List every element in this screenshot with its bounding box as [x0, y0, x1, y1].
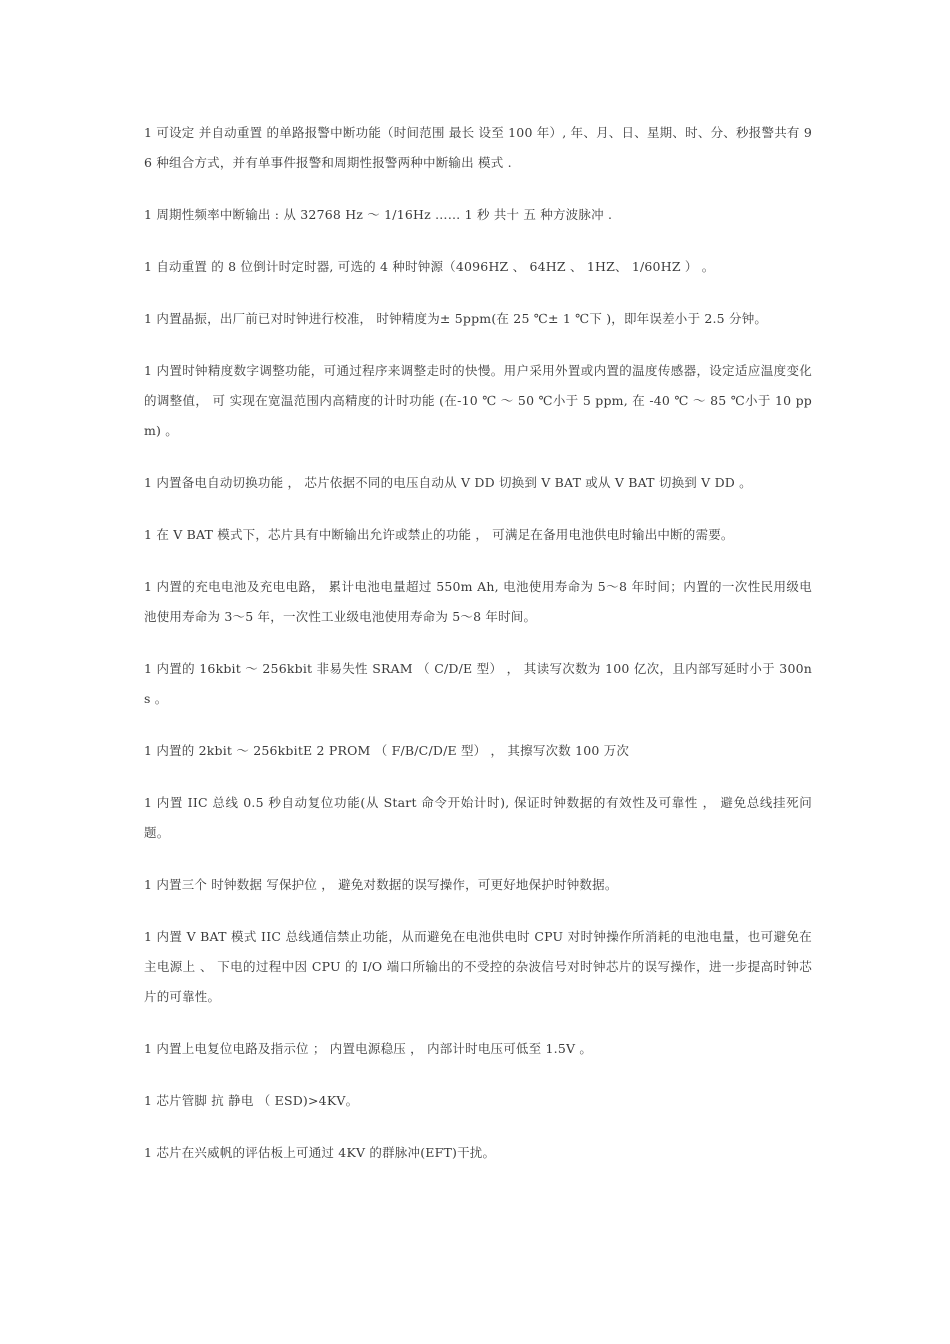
paragraph-battery-life: 1 内置的充电电池及充电电路， 累计电池电量超过 550m Ah, 电池使用寿命为 5～8 年时间；内置的一次性民用级电池使用寿命为 3～5 年，一次性工业级电池使用寿命为 5～8 年时间。 — [144, 579, 812, 624]
paragraph-write-protect: 1 内置三个 时钟数据 写保护位 ， 避免对数据的误写操作，可更好地保护时钟数据。 — [144, 877, 618, 892]
paragraph-digital-adjustment: 1 内置时钟精度数字调整功能，可通过程序来调整走时的快慢。用户采用外置或内置的温度传感器，设定适应温度变化的调整值， 可 实现在宽温范围内高精度的计时功能 (在-10 ℃ ～ 50 ℃小于 5 ppm, 在 -40 ℃ ～ 85 ℃小于 10 ppm) 。 — [144, 363, 812, 438]
paragraph-power-switching: 1 内置备电自动切换功能 ， 芯片依据不同的电压自动从 V DD 切换到 V BAT 或从 V BAT 切换到 V DD 。 — [144, 475, 752, 490]
paragraph-sram: 1 内置的 16kbit ～ 256kbit 非易失性 SRAM （ C/D/E 型） ， 其读写次数为 100 亿次，且内部写延时小于 300ns 。 — [144, 661, 812, 706]
paragraph-periodic-frequency: 1 周期性频率中断输出 : 从 32768 Hz ～ 1/16Hz …… 1 秒 共十 五 种方波脉冲 . — [144, 207, 613, 222]
paragraph-esd: 1 芯片管脚 抗 静电 （ ESD)>4KV。 — [144, 1093, 359, 1108]
paragraph-iic-reset: 1 内置 IIC 总线 0.5 秒自动复位功能(从 Start 命令开始计时), 保证时钟数据的有效性及可靠性 ， 避免总线挂死问题。 — [144, 795, 812, 840]
paragraph-eft: 1 芯片在兴威帆的评估板上可通过 4KV 的群脉冲(EFT)干扰。 — [144, 1145, 496, 1160]
paragraph-eeprom: 1 内置的 2kbit ～ 256kbitE 2 PROM （ F/B/C/D/E 型） ， 其擦写次数 100 万次 — [144, 743, 630, 758]
document-body — [144, 118, 812, 1190]
paragraph-vbat-interrupt: 1 在 V BAT 模式下，芯片具有中断输出允许或禁止的功能 ， 可满足在备用电池供电时输出中断的需要。 — [144, 527, 734, 542]
paragraph-alarm-interrupt: 1 可设定 并自动重置 的单路报警中断功能（时间范围 最长 设至 100 年）, 年、月、日、星期、时、分、秒报警共有 96 种组合方式，并有单事件报警和周期性报警两种中断输出 模式 . — [144, 125, 812, 170]
paragraph-crystal-accuracy: 1 内置晶振，出厂前已对时钟进行校准， 时钟精度为± 5ppm(在 25 ℃± 1 ℃下 )，即年误差小于 2.5 分钟。 — [144, 311, 768, 326]
paragraph-countdown-timer: 1 自动重置 的 8 位倒计时定时器, 可选的 4 种时钟源（4096HZ 、 64HZ 、 1HZ、 1/60HZ ） 。 — [144, 259, 715, 274]
paragraph-power-on-reset: 1 内置上电复位电路及指示位 ； 内置电源稳压 ， 内部计时电压可低至 1.5V 。 — [144, 1041, 593, 1056]
paragraph-vbat-iic-disable: 1 内置 V BAT 模式 IIC 总线通信禁止功能，从而避免在电池供电时 CPU 对时钟操作所消耗的电池电量，也可避免在主电源上 、 下电的过程中因 CPU 的 I/O 端口所输出的不受控的杂波信号对时钟芯片的误写操作，进一步提高时钟芯片的可靠性。 — [144, 929, 812, 1004]
